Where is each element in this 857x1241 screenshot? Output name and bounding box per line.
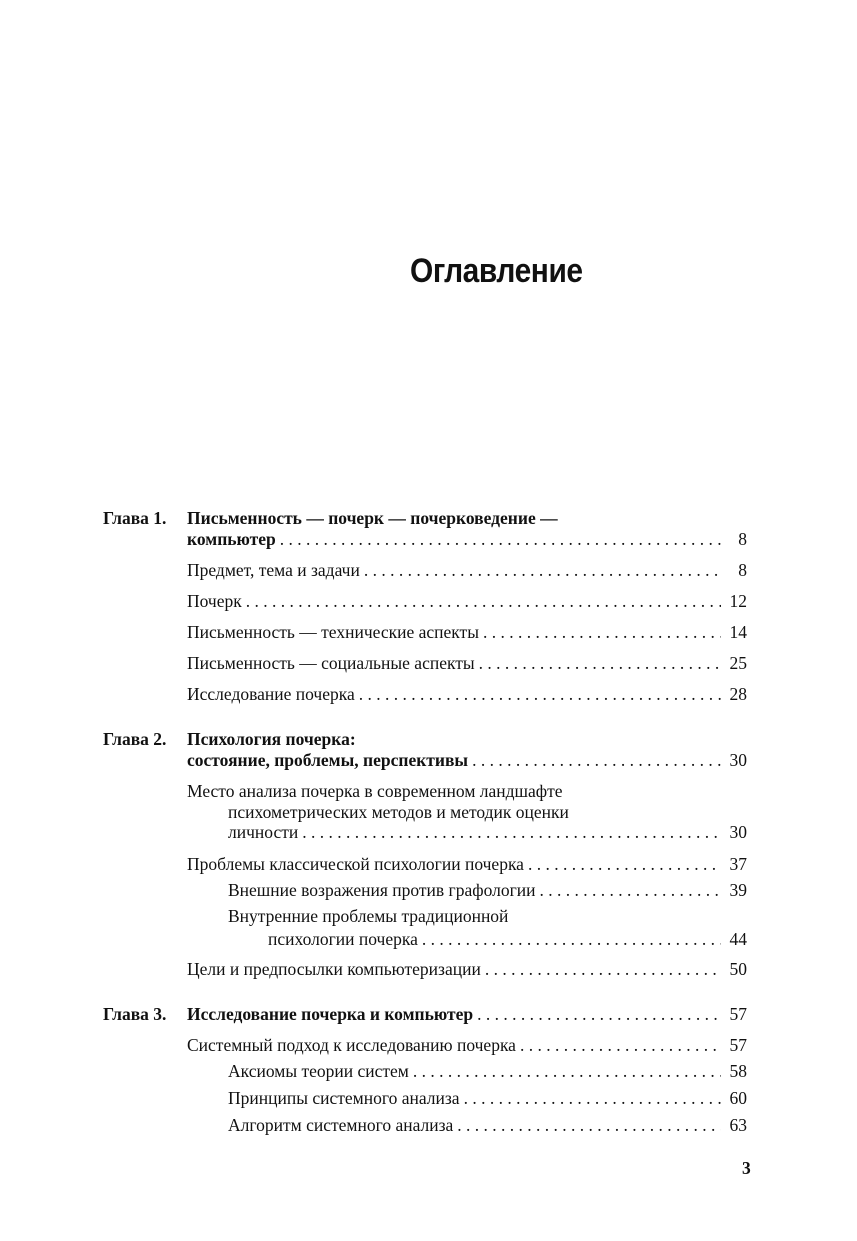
toc-entry-text: Проблемы классической психологии почерка [187, 854, 524, 874]
page-number: 57 [729, 1035, 747, 1055]
toc-entry-text: Предмет, тема и задачи [187, 560, 360, 580]
page-number: 39 [729, 880, 747, 900]
toc-entry-text: Внешние возражения против графологии [228, 880, 536, 900]
dot-leader [246, 591, 721, 612]
page-number: 63 [729, 1115, 747, 1135]
toc-entry[interactable] [187, 1035, 747, 1056]
toc-entry-text-line3: личности [228, 822, 299, 842]
chapter-2-label: Глава 2. [103, 729, 167, 749]
toc-entry-text: Письменность — социальные аспекты [187, 653, 475, 673]
toc-entry-text: Письменность — технические аспекты [187, 622, 479, 642]
toc-entry-chapter-3[interactable] [187, 1004, 747, 1025]
toc-entry-text: Системный подход к исследованию почерка [187, 1035, 516, 1055]
toc-entry[interactable] [228, 1088, 747, 1109]
toc-entry-text: Почерк [187, 591, 242, 611]
dot-leader [472, 750, 721, 771]
page-number: 28 [729, 684, 747, 704]
toc-entry-chapter-2[interactable] [187, 750, 747, 771]
dot-leader [280, 529, 721, 550]
dot-leader [540, 880, 722, 901]
chapter-1-title-line1: Письменность — почерк — почерковедение — [187, 508, 558, 528]
page-number: 30 [729, 822, 747, 842]
toc-entry[interactable] [187, 684, 747, 705]
page-number: 60 [729, 1088, 747, 1108]
dot-leader [422, 929, 721, 950]
dot-leader [528, 854, 721, 875]
page-number: 37 [729, 854, 747, 874]
page-folio-number: 3 [742, 1158, 751, 1178]
dot-leader [483, 622, 721, 643]
chapter-3-label: Глава 3. [103, 1004, 167, 1024]
toc-entry[interactable] [228, 1061, 747, 1082]
toc-entry-text: Аксиомы теории систем [228, 1061, 409, 1081]
dot-leader [457, 1115, 721, 1136]
dot-leader [520, 1035, 721, 1056]
dot-leader [464, 1088, 721, 1109]
dot-leader [479, 653, 721, 674]
dot-leader [302, 822, 721, 843]
chapter-3-title: Исследование почерка и компьютер [187, 1004, 474, 1024]
toc-entry-text: Цели и предпосылки компьютеризации [187, 959, 481, 979]
chapter-1-title-line2: компьютер [187, 529, 276, 549]
page-number: 14 [729, 622, 747, 642]
dot-leader [485, 959, 721, 980]
toc-entry[interactable] [228, 880, 747, 901]
page-number: 57 [729, 1004, 747, 1024]
page-number: 8 [738, 529, 747, 549]
page-number: 25 [729, 653, 747, 673]
page-number: 44 [729, 929, 747, 949]
toc-entry-text: Исследование почерка [187, 684, 355, 704]
toc-entry[interactable] [268, 929, 747, 950]
toc-entry-text-line2: психометрических методов и методик оценки [228, 802, 569, 822]
toc-entry-text: Принципы системного анализа [228, 1088, 460, 1108]
toc-entry-text-line1: Внутренние проблемы традиционной [228, 906, 509, 926]
toc-entry[interactable] [187, 560, 747, 581]
dot-leader [477, 1004, 721, 1025]
dot-leader [364, 560, 721, 581]
chapter-2-title-line2: состояние, проблемы, перспективы [187, 750, 469, 770]
toc-entry[interactable] [187, 854, 747, 875]
toc-entry[interactable] [187, 653, 747, 674]
page-number: 50 [729, 959, 747, 979]
toc-entry-text-line2: психологии почерка [268, 929, 418, 949]
page-number: 30 [729, 750, 747, 770]
page-title: Оглавление [410, 252, 583, 290]
toc-entry[interactable] [228, 822, 747, 843]
page-number: 12 [729, 591, 747, 611]
toc-entry[interactable] [187, 622, 747, 643]
toc-entry[interactable] [187, 959, 747, 980]
toc-entry[interactable] [228, 1115, 747, 1136]
toc-entry-text: Алгоритм системного анализа [228, 1115, 454, 1135]
toc-entry-chapter-1[interactable] [187, 529, 747, 550]
toc-entry[interactable] [187, 591, 747, 612]
dot-leader [413, 1061, 721, 1082]
chapter-2-title-line1: Психология почерка: [187, 729, 356, 749]
chapter-1-label: Глава 1. [103, 508, 167, 528]
dot-leader [359, 684, 721, 705]
page-number: 8 [738, 560, 747, 580]
toc-entry-text-line1: Место анализа почерка в современном ландшафте [187, 781, 563, 801]
page-number: 58 [729, 1061, 747, 1081]
